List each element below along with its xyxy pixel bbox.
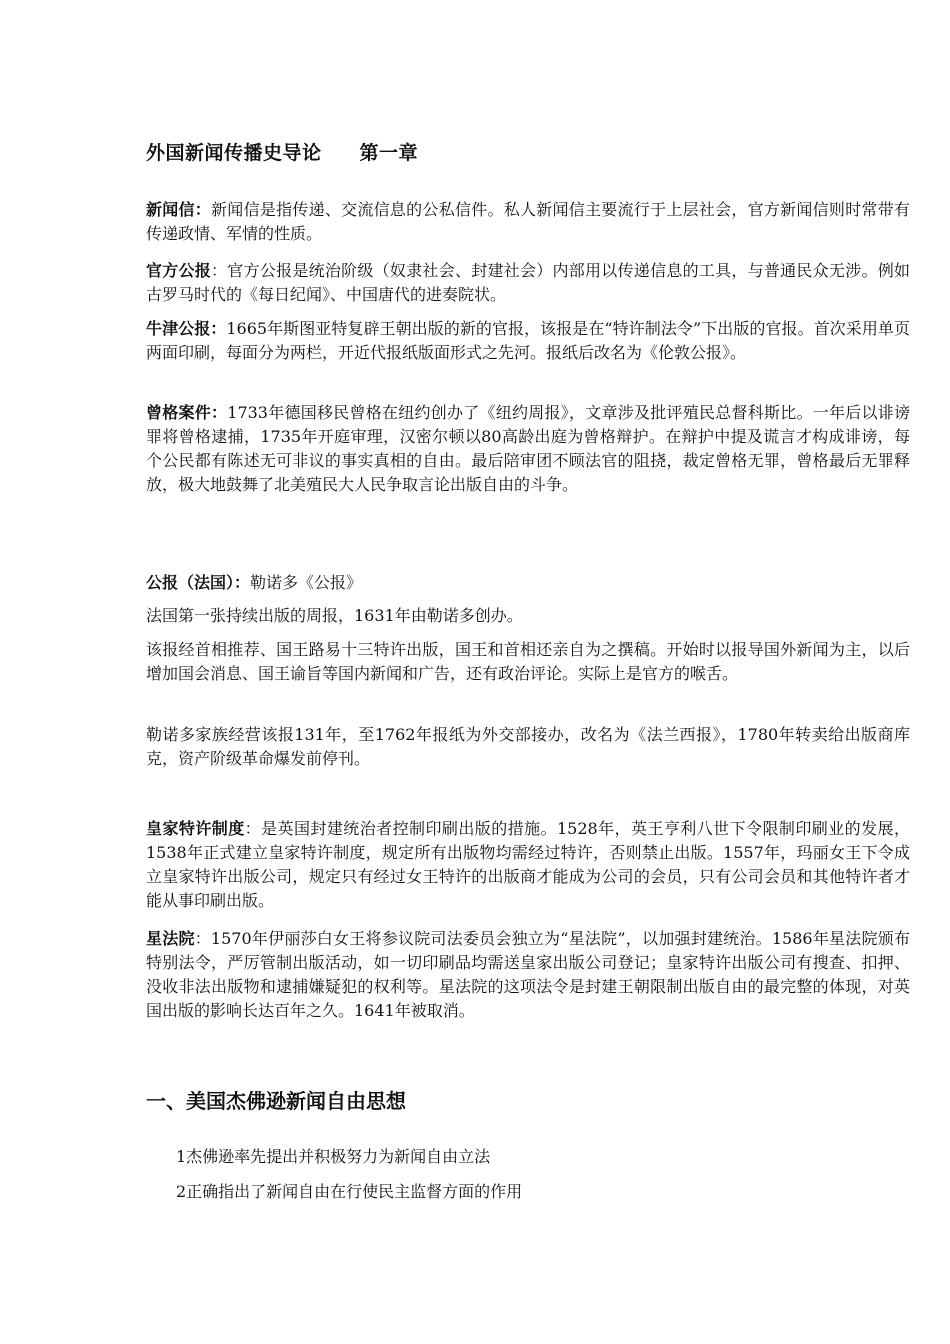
list-item: 1杰佛逊率先提出并积极努力为新闻自由立法: [176, 1147, 491, 1166]
section-heading: 一、美国杰佛逊新闻自由思想: [146, 1089, 406, 1113]
entry-text: 勒诺多家族经营该报131年，至1762年报纸为外交部接办，改名为《法兰西报》，1780年转卖给出版商库克，资产阶级革命爆发前停刊。: [146, 725, 910, 768]
entry-term: 星法院: [146, 929, 195, 948]
entry-text: 1665年斯图亚特复辟王朝出版的新的官报，该报是在“特许制法令”下出版的官报。首次采用单页两面印刷，每面分为两栏，开近代报纸版面形式之先河。报纸后改名为《伦敦公报》。: [146, 319, 910, 362]
entry-text: ：官方公报是统治阶级（奴隶社会、封建社会）内部用以传递信息的工具，与普通民众无涉。例如古罗马时代的《每日纪闻》、中国唐代的进奏院状。: [146, 261, 910, 304]
entry-term: 皇家特许制度: [146, 819, 245, 838]
entry-text: 法国第一张持续出版的周报，1631年由勒诺多创办。: [146, 606, 523, 625]
entry-text: 该报经首相推荐、国王路易十三特许出版，国王和首相还亲自为之撰稿。开始时以报导国外新闻为主，以后增加国会消息、国王谕旨等国内新闻和广告，还有政治评论。实际上是官方的喉舌。: [146, 640, 910, 683]
entry-term: 曾格案件：: [146, 403, 228, 422]
entry-text: ：是英国封建统治者控制印刷出版的措施。1528年，英王亨利八世下令限制印刷业的发展，1538年正式建立皇家特许制度，规定所有出版物均需经过特许，否则禁止出版。1557年，玛丽女王下令成立皇家特许出版公司，规定只有经过女王特许的出版商才能成为公司的会员，只有公司会员和其他特许者才能从事印刷出版。: [146, 819, 910, 910]
entry-oxford-gazette: [146, 317, 910, 365]
entry-text: 勒诺多《公报》: [250, 573, 363, 592]
title-text: 外国新闻传播史导论: [146, 142, 322, 164]
french-gazette-para-2: [146, 638, 910, 686]
document-page: [146, 0, 910, 1344]
entry-star-chamber: [146, 927, 910, 1023]
entry-news-letter: [146, 198, 910, 246]
entry-zenger-case: [146, 401, 910, 497]
entry-term: 官方公报: [146, 261, 212, 280]
entry-term: 公报（法国）：: [146, 573, 251, 592]
french-gazette-para-1: [146, 604, 910, 628]
entry-french-gazette: [146, 571, 910, 595]
entry-term: 新闻信：: [146, 200, 212, 219]
entry-text: 新闻信是指传递、交流信息的公私信件。私人新闻信主要流行于上层社会，官方新闻信则时常带有传递政情、军情的性质。: [146, 200, 910, 243]
entry-official-gazette: [146, 259, 910, 307]
french-gazette-para-3: [146, 723, 910, 771]
entry-text: ：1570年伊丽莎白女王将参议院司法委员会独立为“星法院”，以加强封建统治。1586年星法院颁布特别法令，严厉管制出版活动，如一切印刷品均需送皇家出版公司登记；皇家特许出版公司有搜查、扣押、没收非法出版物和逮捕嫌疑犯的权利等。星法院的这项法令是封建王朝限制出版自由的最完整的体现，对英国出版的影响长达百年之久。1641年被取消。: [146, 929, 910, 1020]
entry-royal-licensing: [146, 817, 910, 913]
entry-text: 1733年德国移民曾格在纽约创办了《纽约周报》，文章涉及批评殖民总督科斯比。一年后以诽谤罪将曾格逮捕，1735年开庭审理，汉密尔顿以80高龄出庭为曾格辩护。在辩护中提及谎言才构成诽谤，每个公民都有陈述无可非议的事实真相的自由。最后陪审团不顾法官的阻挠，裁定曾格无罪，曾格最后无罪释放，极大地鼓舞了北美殖民大人民争取言论出版自由的斗争。: [146, 403, 910, 494]
document-title: [146, 138, 418, 165]
entry-term: 牛津公报：: [146, 319, 227, 338]
chapter-label: 第一章: [359, 142, 419, 164]
list-item: 2正确指出了新闻自由在行使民主监督方面的作用: [176, 1182, 523, 1201]
